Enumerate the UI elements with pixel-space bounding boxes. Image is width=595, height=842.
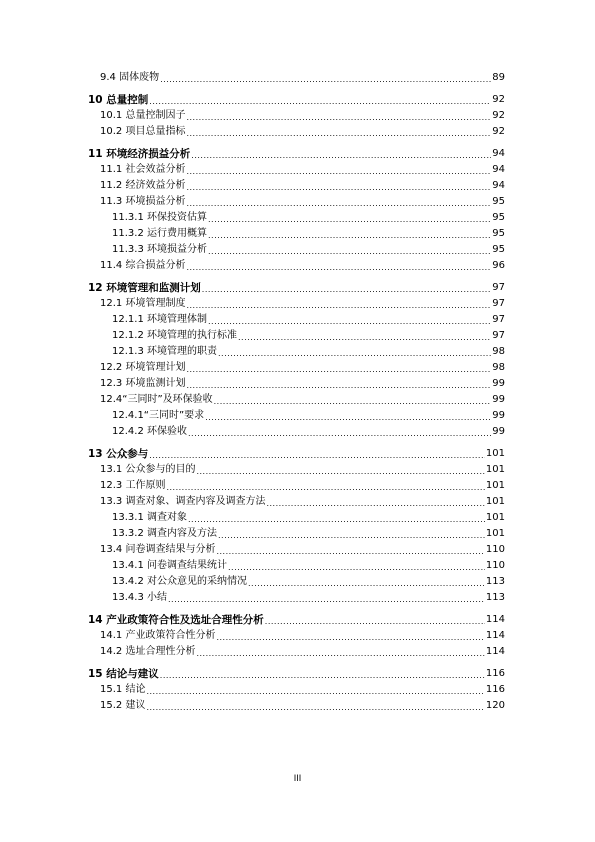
toc-entry-label: 12 环境管理和监测计划: [88, 282, 201, 294]
toc-entry-label: 12.4.1“三同时”要求: [112, 410, 205, 421]
toc-entry[interactable]: [88, 542, 505, 558]
toc-entry-page: 95: [492, 212, 505, 223]
toc-entry-page: 101: [485, 448, 505, 459]
toc-entry-page: 94: [492, 148, 505, 159]
toc-dot-leader: [160, 74, 491, 86]
toc-dot-leader: [146, 686, 484, 698]
toc-dot-leader: [196, 648, 484, 660]
toc-dot-leader: [205, 412, 491, 424]
toc-entry[interactable]: [88, 698, 505, 714]
toc-entry[interactable]: [88, 178, 505, 194]
toc-dot-leader: [208, 246, 491, 258]
toc-dot-leader: [228, 562, 485, 574]
toc-entry-page: 120: [485, 700, 505, 711]
toc-entry[interactable]: [88, 424, 505, 440]
toc-entry-label: 13.4.3 小结: [112, 592, 167, 603]
toc-dot-leader: [168, 594, 485, 606]
toc-entry[interactable]: [88, 344, 505, 360]
toc-entry-page: 96: [492, 260, 505, 271]
toc-entry-page: 99: [492, 378, 505, 389]
page-number: III: [293, 774, 302, 784]
toc-entry[interactable]: [88, 462, 505, 478]
toc-entry-page: 113: [485, 576, 505, 587]
toc-dot-leader: [149, 450, 485, 462]
toc-dot-leader: [160, 670, 485, 682]
toc-entry[interactable]: [88, 296, 505, 312]
toc-entry-page: 94: [492, 180, 505, 191]
toc-dot-leader: [266, 498, 484, 510]
toc-entry[interactable]: [88, 376, 505, 392]
toc-entry-page: 113: [485, 592, 505, 603]
toc-dot-leader: [208, 316, 491, 328]
toc-entry-page: 94: [492, 164, 505, 175]
toc-entry-label: 9.4 固体废物: [100, 72, 160, 83]
toc-entry[interactable]: [88, 574, 505, 590]
toc-entry-page: 110: [485, 544, 505, 555]
toc-dot-leader: [265, 616, 485, 628]
toc-entry-label: 11.3.3 环境损益分析: [112, 244, 207, 255]
toc-dot-leader: [196, 466, 484, 478]
toc-entry[interactable]: [88, 70, 505, 86]
toc-dot-leader: [186, 112, 491, 124]
toc-entry-page: 95: [492, 228, 505, 239]
toc-entry[interactable]: [88, 146, 505, 162]
toc-entry-label: 13.3 调查对象、调查内容及调查方法: [100, 496, 266, 507]
toc-entry-label: 12.1.1 环境管理体制: [112, 314, 207, 325]
toc-entry-page: 97: [492, 314, 505, 325]
toc-dot-leader: [166, 482, 484, 494]
toc-entry-label: 11.3 环境损益分析: [100, 196, 186, 207]
toc-entry-label: 11.3.1 环保投资估算: [112, 212, 207, 223]
toc-dot-leader: [186, 300, 491, 312]
table-of-contents: [88, 70, 505, 714]
toc-entry-page: 101: [485, 464, 505, 475]
toc-entry[interactable]: [88, 210, 505, 226]
toc-entry[interactable]: [88, 108, 505, 124]
toc-entry[interactable]: [88, 392, 505, 408]
toc-entry-label: 12.1.2 环境管理的执行标准: [112, 330, 237, 341]
toc-dot-leader: [238, 332, 491, 344]
toc-entry-page: 101: [485, 512, 505, 523]
toc-entry-page: 98: [492, 362, 505, 373]
toc-dot-leader: [188, 514, 485, 526]
toc-entry[interactable]: [88, 312, 505, 328]
toc-dot-leader: [186, 128, 491, 140]
toc-entry-label: 10 总量控制: [88, 94, 149, 106]
toc-entry-page: 114: [485, 630, 505, 641]
toc-entry[interactable]: [88, 194, 505, 210]
toc-entry-label: 13 公众参与: [88, 448, 149, 460]
toc-entry[interactable]: [88, 124, 505, 140]
toc-entry[interactable]: [88, 92, 505, 108]
toc-entry-label: 13.4.1 问卷调查结果统计: [112, 560, 227, 571]
toc-entry[interactable]: [88, 612, 505, 628]
toc-entry-page: 89: [492, 72, 505, 83]
toc-entry-page: 110: [485, 560, 505, 571]
toc-entry-page: 92: [492, 110, 505, 121]
toc-entry-label: 15 结论与建议: [88, 668, 159, 680]
toc-dot-leader: [216, 632, 484, 644]
toc-dot-leader: [218, 348, 491, 360]
toc-entry[interactable]: [88, 628, 505, 644]
toc-entry-label: 10.1 总量控制因子: [100, 110, 186, 121]
toc-dot-leader: [214, 396, 492, 408]
toc-entry-page: 116: [485, 668, 505, 679]
toc-entry-label: 11.3.2 运行费用概算: [112, 228, 207, 239]
toc-dot-leader: [146, 702, 484, 714]
toc-dot-leader: [208, 230, 491, 242]
toc-entry[interactable]: [88, 408, 505, 424]
toc-dot-leader: [186, 364, 491, 376]
toc-entry-page: 95: [492, 244, 505, 255]
toc-entry-label: 11.2 经济效益分析: [100, 180, 186, 191]
toc-entry-label: 11.1 社会效益分析: [100, 164, 186, 175]
toc-entry-label: 13.3.2 调查内容及方法: [112, 528, 217, 539]
toc-dot-leader: [248, 578, 485, 590]
toc-dot-leader: [202, 284, 491, 296]
toc-entry-page: 97: [492, 330, 505, 341]
toc-dot-leader: [186, 380, 491, 392]
toc-dot-leader: [149, 96, 491, 108]
toc-entry[interactable]: [88, 280, 505, 296]
toc-dot-leader: [208, 214, 491, 226]
toc-entry-page: 114: [485, 646, 505, 657]
toc-entry[interactable]: [88, 328, 505, 344]
toc-entry-page: 92: [492, 94, 505, 105]
toc-entry-label: 12.1.3 环境管理的职责: [112, 346, 217, 357]
toc-entry[interactable]: [88, 478, 505, 494]
toc-entry-label: 12.4“三同时”及环保验收: [100, 394, 213, 405]
toc-entry-label: 12.3 工作原则: [100, 480, 166, 491]
toc-entry-label: 11.4 综合损益分析: [100, 260, 186, 271]
toc-entry-page: 99: [492, 426, 505, 437]
toc-entry[interactable]: [88, 446, 505, 462]
toc-entry-label: 14 产业政策符合性及选址合理性分析: [88, 614, 264, 626]
toc-entry[interactable]: [88, 510, 505, 526]
toc-entry-label: 12.4.2 环保验收: [112, 426, 187, 437]
toc-entry-label: 13.4 问卷调查结果与分析: [100, 544, 216, 555]
toc-entry[interactable]: [88, 162, 505, 178]
toc-entry-page: 116: [485, 684, 505, 695]
toc-entry[interactable]: [88, 590, 505, 606]
toc-entry-label: 15.2 建议: [100, 700, 146, 711]
toc-entry-page: 95: [492, 196, 505, 207]
toc-entry-label: 14.2 选址合理性分析: [100, 646, 196, 657]
toc-entry-label: 12.3 环境监测计划: [100, 378, 186, 389]
toc-entry-page: 97: [492, 282, 505, 293]
toc-entry-label: 15.1 结论: [100, 684, 146, 695]
toc-entry[interactable]: [88, 644, 505, 660]
toc-entry[interactable]: [88, 226, 505, 242]
toc-entry-label: 12.2 环境管理计划: [100, 362, 186, 373]
toc-dot-leader: [186, 166, 491, 178]
toc-dot-leader: [188, 428, 491, 440]
toc-entry-label: 10.2 项目总量指标: [100, 126, 186, 137]
toc-entry-label: 11 环境经济损益分析: [88, 148, 191, 160]
toc-entry-page: 99: [492, 410, 505, 421]
toc-entry[interactable]: [88, 242, 505, 258]
toc-entry[interactable]: [88, 494, 505, 510]
toc-entry[interactable]: [88, 258, 505, 274]
toc-entry-label: 13.4.2 对公众意见的采纳情况: [112, 576, 247, 587]
toc-entry[interactable]: [88, 558, 505, 574]
toc-entry-page: 114: [485, 614, 505, 625]
toc-entry-label: 14.1 产业政策符合性分析: [100, 630, 216, 641]
toc-entry[interactable]: [88, 682, 505, 698]
toc-entry-page: 97: [492, 298, 505, 309]
toc-entry-page: 101: [485, 496, 505, 507]
toc-entry-label: 12.1 环境管理制度: [100, 298, 186, 309]
toc-dot-leader: [216, 546, 484, 558]
toc-dot-leader: [218, 530, 485, 542]
toc-entry-label: 13.1 公众参与的目的: [100, 464, 196, 475]
toc-entry-page: 101: [485, 528, 505, 539]
toc-dot-leader: [191, 150, 491, 162]
toc-dot-leader: [186, 198, 491, 210]
toc-dot-leader: [186, 262, 491, 274]
toc-entry-page: 92: [492, 126, 505, 137]
toc-entry-page: 99: [492, 394, 505, 405]
toc-entry[interactable]: [88, 666, 505, 682]
toc-entry-page: 98: [492, 346, 505, 357]
toc-entry[interactable]: [88, 526, 505, 542]
toc-entry[interactable]: [88, 360, 505, 376]
toc-entry-label: 13.3.1 调查对象: [112, 512, 187, 523]
toc-entry-page: 101: [485, 480, 505, 491]
toc-dot-leader: [186, 182, 491, 194]
